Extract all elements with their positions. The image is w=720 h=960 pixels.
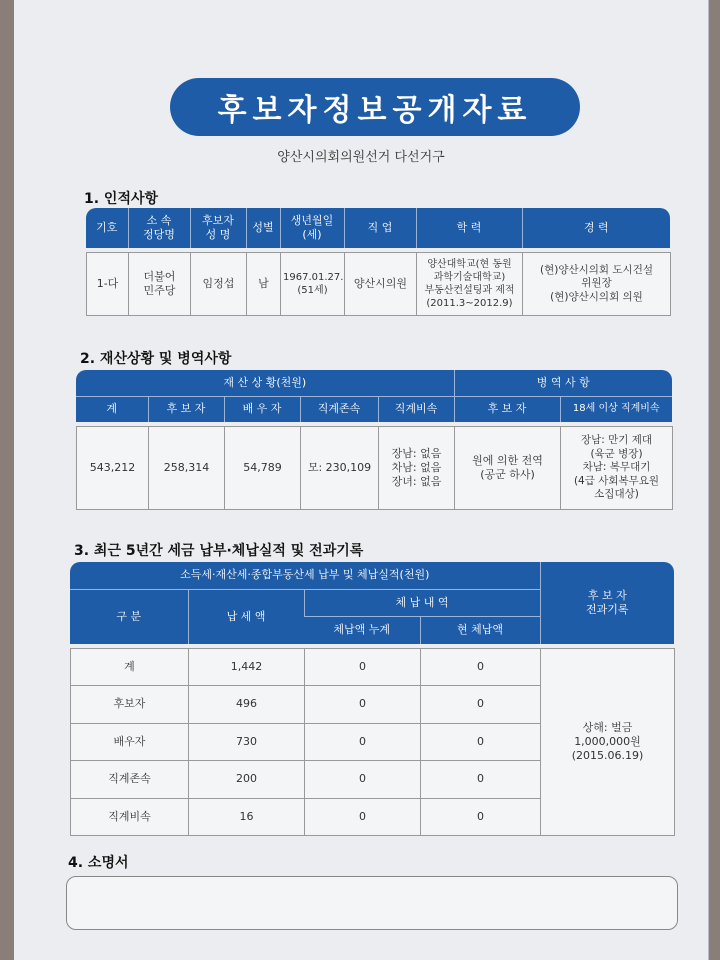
military-group-header: 병 역 사 항 [454,370,672,396]
section-2-heading: 2. 재산상황 및 병역사항 [80,351,232,367]
header-cell: 18세 이상 직계비속 [560,396,672,422]
header-cell: 학 력 [416,208,522,248]
cell-arrears-current: 0 [421,761,541,798]
row-label: 직계비속 [71,798,189,835]
personal-info-table [86,252,671,316]
cell-name: 임정섭 [191,253,247,316]
criminal-record-header: 후 보 자 전과기록 [540,562,674,644]
tax-header [70,562,674,644]
cell-paid: 496 [189,686,305,723]
header-cell: 체납액 누계 [304,616,420,644]
row-label: 후보자 [71,686,189,723]
cell-arrears-total: 0 [305,761,421,798]
cell-number: 1-다 [87,253,129,316]
header-cell: 소 속 정당명 [128,208,190,248]
property-military-header [76,370,672,422]
table-row [77,427,673,510]
cell-paid: 1,442 [189,649,305,686]
cell-job: 양산시의원 [345,253,417,316]
cell-spouse-property: 54,789 [225,427,301,510]
section-1-heading: 1. 인적사항 [84,191,159,207]
header-cell: 구 분 [70,589,188,644]
header-cell: 직계비속 [378,396,454,422]
table-row [87,253,671,316]
table-row [71,649,675,686]
header-cell: 기호 [86,208,128,248]
election-subtitle: 양산시의회의원선거 다선거구 [277,150,445,165]
property-group-header: 재 산 상 황(천원) [76,370,454,396]
property-military-table [76,426,673,510]
header-cell: 납 세 액 [188,589,304,644]
cell-descendant-military: 장남: 만기 제대 (육군 병장) 차남: 복무대기 (4급 사회복무요원 소집대상) [561,427,673,510]
cell-total-property: 543,212 [77,427,149,510]
cell-arrears-total: 0 [305,649,421,686]
cell-gender: 남 [247,253,281,316]
cell-party: 더불어 민주당 [129,253,191,316]
cell-birthdate: 1967.01.27. (51세) [281,253,345,316]
cell-arrears-current: 0 [421,686,541,723]
cell-arrears-current: 0 [421,723,541,760]
header-cell: 경 력 [522,208,670,248]
section-3-heading: 3. 최근 5년간 세금 납부·체납실적 및 전과기록 [74,543,364,559]
row-label: 계 [71,649,189,686]
header-cell: 직 업 [344,208,416,248]
explanation-box [66,876,678,930]
cell-paid: 730 [189,723,305,760]
cell-arrears-total: 0 [305,686,421,723]
cell-candidate-property: 258,314 [149,427,225,510]
cell-candidate-military: 원에 의한 전역 (공군 하사) [455,427,561,510]
cell-arrears-total: 0 [305,723,421,760]
cell-arrears-current: 0 [421,649,541,686]
personal-info-header [86,208,670,248]
row-label: 배우자 [71,723,189,760]
cell-education: 양산대학교(현 동원 과학기술대학교) 부동산컨설팅과 제적 (2011.3~2012.9) [417,253,523,316]
arrears-group-header: 체 납 내 역 [304,589,540,616]
header-cell: 계 [76,396,148,422]
row-label: 직계존속 [71,761,189,798]
document-title: 후보자정보공개자료 [170,78,580,136]
cell-criminal-record: 상해: 벌금 1,000,000원 (2015.06.19) [541,649,675,836]
cell-descendant-property: 장남: 없음 차남: 없음 장녀: 없음 [379,427,455,510]
document-page [14,0,709,960]
header-cell: 후 보 자 [454,396,560,422]
header-cell: 후 보 자 [148,396,224,422]
cell-arrears-current: 0 [421,798,541,835]
cell-paid: 200 [189,761,305,798]
header-cell: 생년월일 (세) [280,208,344,248]
header-cell: 성별 [246,208,280,248]
header-cell: 후보자 성 명 [190,208,246,248]
cell-paid: 16 [189,798,305,835]
tax-table [70,648,675,836]
section-4-heading: 4. 소명서 [68,855,129,871]
cell-arrears-total: 0 [305,798,421,835]
header-cell: 배 우 자 [224,396,300,422]
cell-career: (현)양산시의회 도시건설 위원장 (현)양산시의회 의원 [523,253,671,316]
header-cell: 직계존속 [300,396,378,422]
header-cell: 현 체납액 [420,616,540,644]
tax-group-header: 소득세·재산세·종합부동산세 납부 및 체납실적(천원) [70,562,540,589]
cell-ascendant-property: 모: 230,109 [301,427,379,510]
